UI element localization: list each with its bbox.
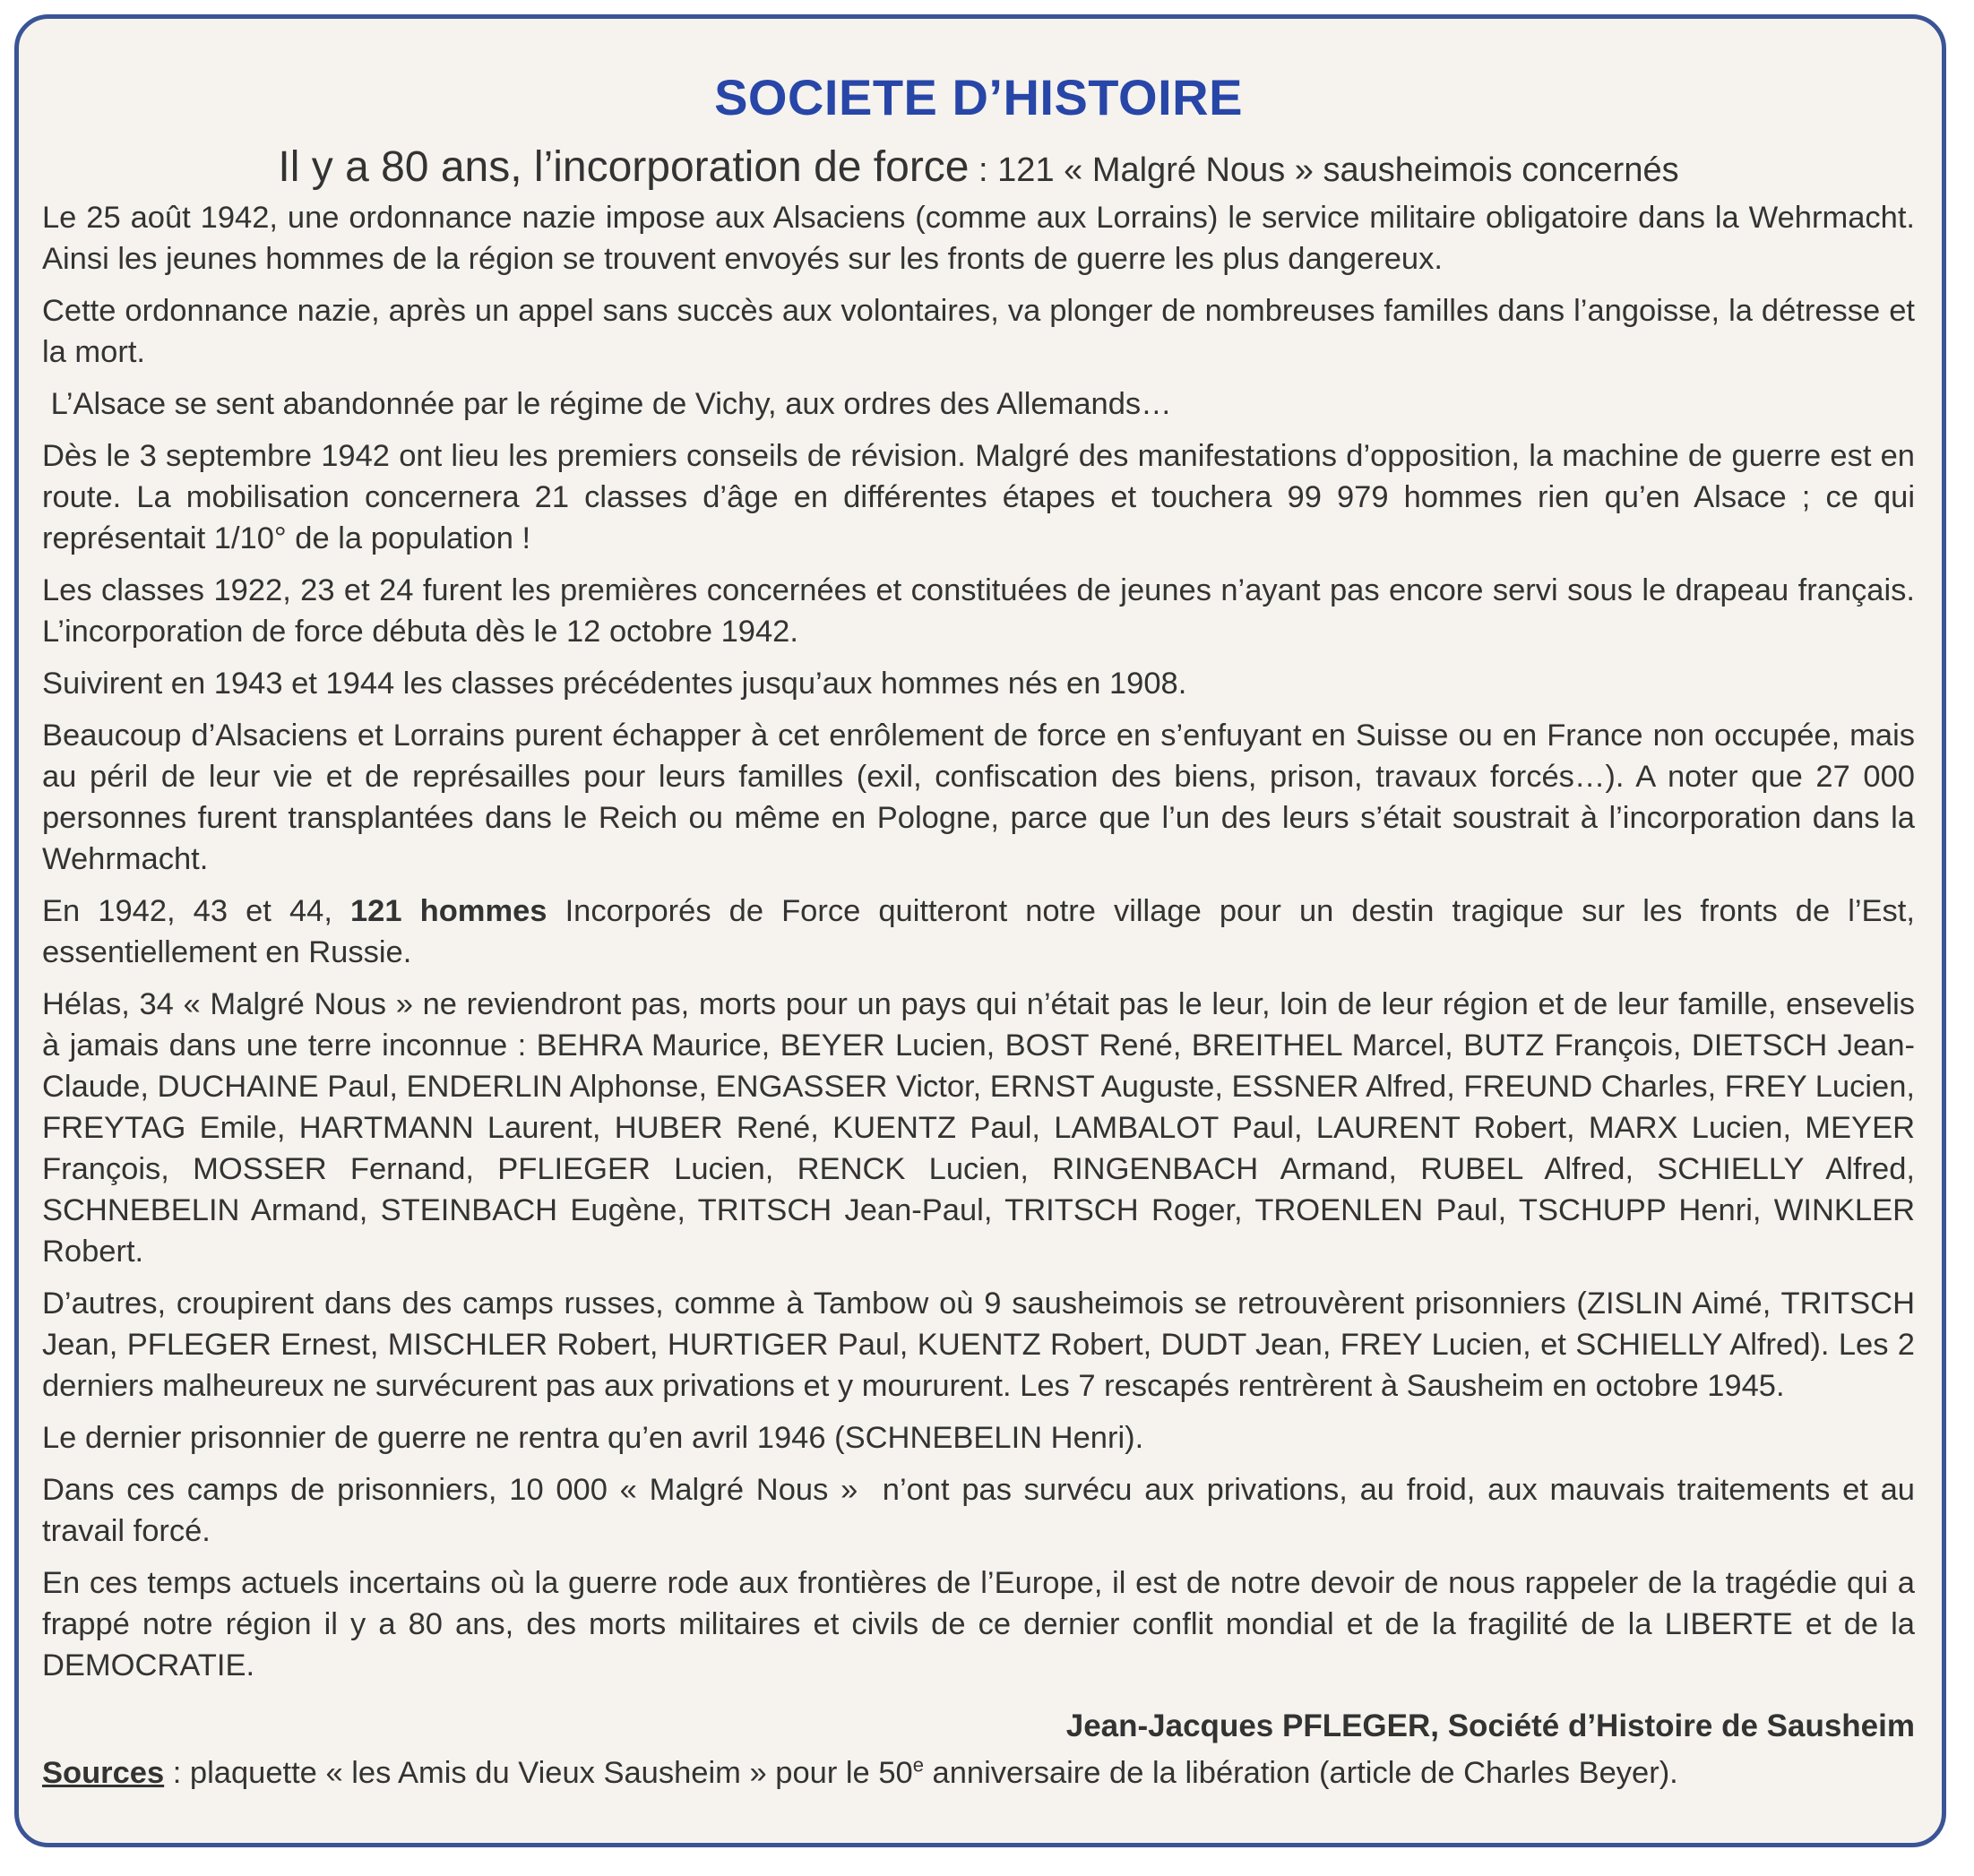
page-title: SOCIETE D’HISTOIRE: [714, 69, 1243, 125]
paragraph-8-start: En 1942, 43 et 44,: [42, 894, 350, 929]
paragraph-10: D’autres, croupirent dans des camps russes, comme à Tambow où 9 sausheimois se retrouvèrent prisonniers (ZISLIN Aimé, TRITSCH Jean, PFLEGER Ernest, MISCHLER Robert, HURTIGER Paul, KUENTZ Robert, DUDT Jean, FREY Lucien, et SCHIELLY Alfred). Les 2 derniers malheureux ne survécurent pas aux privations et y moururent. Les 7 rescapés rentrèrent à Sausheim en octobre 1945.: [42, 1287, 1915, 1404]
sources-label: Sources: [42, 1756, 165, 1791]
paragraph-11: Le dernier prisonnier de guerre ne rentra qu’en avril 1946 (SCHNEBELIN Henri).: [42, 1421, 1144, 1456]
paragraph-1: Le 25 août 1942, une ordonnance nazie impose aux Alsaciens (comme aux Lorrains) le service militaire obligatoire dans la Wehrmacht. Ainsi les jeunes hommes de la région se trouvent envoyés sur les fronts de guerre les plus dangereux.: [42, 201, 1915, 277]
sources-text-start: : plaquette « les Amis du Vieux Sausheim » pour le 50: [164, 1756, 913, 1791]
subtitle-rest: : 121 « Malgré Nous » sausheimois concernés: [969, 151, 1679, 189]
paragraph-8-end: Incorporés de Force quitteront notre village pour un destin tragique sur les fronts de l’Est, essentiellement en Russie.: [42, 894, 1915, 970]
paragraph-4: Dès le 3 septembre 1942 ont lieu les premiers conseils de révision. Malgré des manifestations d’opposition, la machine de guerre est en route. La mobilisation concernera 21 classes d’âge en différentes étapes et touchera 99 979 hommes rien qu’en Alsace ; ce qui représentait 1/10° de la population !: [42, 439, 1915, 556]
subtitle-main: Il y a 80 ans, l’incorporation de force: [278, 143, 970, 191]
paragraph-13: En ces temps actuels incertains où la guerre rode aux frontières de l’Europe, il est de notre devoir de nous rappeler de la tragédie qui a frappé notre région il y a 80 ans, des morts militaires et civils de ce dernier conflit mondial et de la fragilité de la LIBERTE et de la DEMOCRATIE.: [42, 1566, 1915, 1683]
paragraph-3: L’Alsace se sent abandonnée par le régime de Vichy, aux ordres des Allemands…: [42, 387, 1172, 422]
paragraph-9: Hélas, 34 « Malgré Nous » ne reviendront pas, morts pour un pays qui n’était pas le leur, loin de leur région et de leur famille, ensevelis à jamais dans une terre inconnue : BEHRA Maurice, BEYER Lucien, BOST René, BREITHEL Marcel, BUTZ François, DIETSCH Jean-Claude, DUCHAINE Paul, ENDERLIN Alphonse, ENGASSER Victor, ERNST Auguste, ESSNER Alfred, FREUND Charles, FREY Lucien, FREYTAG Emile, HARTMANN Laurent, HUBER René, KUENTZ Paul, LAMBALOT Paul, LAURENT Robert, MARX Lucien, MEYER François, MOSSER Fernand, PFLIEGER Lucien, RENCK Lucien, RINGENBACH Armand, RUBEL Alfred, SCHIELLY Alfred, SCHNEBELIN Armand, STEINBACH Eugène, TRITSCH Jean-Paul, TRITSCH Roger, TROENLEN Paul, TSCHUPP Henri, WINKLER Robert.: [42, 987, 1915, 1269]
signature: Jean-Jacques PFLEGER, Société d’Histoire de Sausheim: [1065, 1708, 1915, 1744]
sources-text-end: anniversaire de la libération (article de Charles Beyer).: [923, 1756, 1678, 1791]
article-frame: [14, 14, 1946, 1847]
paragraph-8: [42, 891, 1915, 973]
sources-superscript: e: [912, 1753, 924, 1777]
paragraph-12: Dans ces camps de prisonniers, 10 000 « Malgré Nous » n’ont pas survécu aux privations, au froid, aux mauvais traitements et au travail forcé.: [42, 1473, 1924, 1549]
article-subtitle: [42, 142, 1915, 192]
paragraph-5: Les classes 1922, 23 et 24 furent les premières concernées et constituées de jeunes n’ayant pas encore servi sous le drapeau français. L’incorporation de force débuta dès le 12 octobre 1942.: [42, 573, 1915, 650]
paragraph-6: Suivirent en 1943 et 1944 les classes précédentes jusqu’aux hommes nés en 1908.: [42, 667, 1187, 701]
paragraph-8-emphasis: 121 hommes: [349, 894, 547, 929]
paragraph-2: Cette ordonnance nazie, après un appel sans succès aux volontaires, va plonger de nombreuses familles dans l’angoisse, la détresse et la mort.: [42, 294, 1915, 370]
sources-line: [42, 1752, 1915, 1794]
paragraph-7: Beaucoup d’Alsaciens et Lorrains purent échapper à cet enrôlement de force en s’enfuyant en Suisse ou en France non occupée, mais au péril de leur vie et de représailles pour leurs familles (exil, confiscation des biens, prison, travaux forcés…). A noter que 27 000 personnes furent transplantées dans le Reich ou même en Pologne, parce que l’un des leurs s’était soustrait à l’incorporation dans la Wehrmacht.: [42, 719, 1915, 877]
